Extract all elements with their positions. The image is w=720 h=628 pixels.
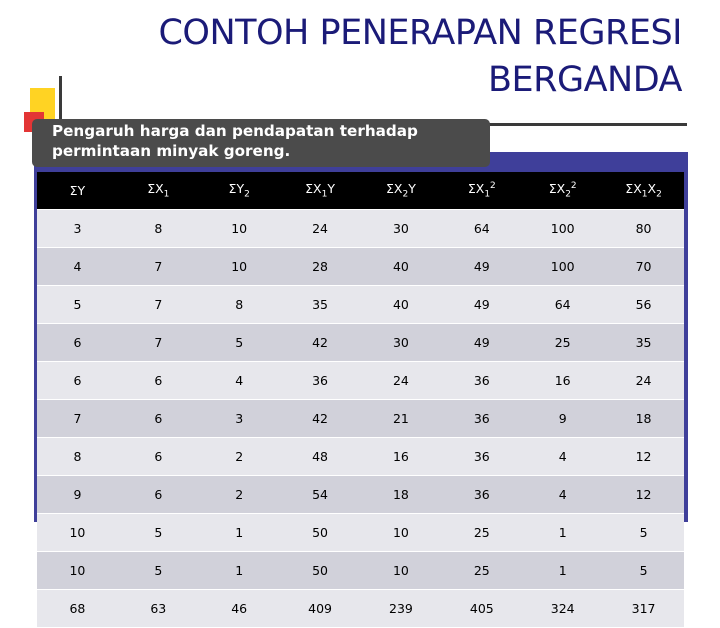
table-cell: 54 — [280, 476, 361, 514]
table-cell: 64 — [522, 286, 603, 324]
table-row — [37, 476, 684, 514]
slide-title-line-2: BERGANDA — [488, 60, 682, 100]
table-cell: 12 — [603, 438, 684, 476]
table-cell: 12 — [603, 476, 684, 514]
table-cell: 40 — [361, 286, 442, 324]
decorative-vertical-line — [59, 76, 62, 124]
table-cell: 8 — [118, 210, 199, 248]
table-cell: 1 — [522, 552, 603, 590]
table-cell: 3 — [199, 400, 280, 438]
table-cell: 4 — [522, 438, 603, 476]
table-cell: 1 — [199, 552, 280, 590]
column-header-subscript-2: 2 — [656, 189, 662, 200]
table-row — [37, 324, 684, 362]
table-cell: 28 — [280, 248, 361, 286]
column-header-superscript: 2 — [490, 181, 496, 192]
table-cell: 35 — [603, 324, 684, 362]
table-body — [37, 210, 684, 628]
table-cell: 9 — [522, 400, 603, 438]
table-cell: 35 — [280, 286, 361, 324]
table-cell: 239 — [361, 590, 442, 628]
column-header-subscript: 1 — [484, 189, 491, 200]
column-header-symbol: ΣX — [467, 181, 485, 197]
table-cell: 50 — [280, 514, 361, 552]
table-cell: 409 — [280, 590, 361, 628]
table-cell: 24 — [361, 362, 442, 400]
column-header — [603, 172, 684, 210]
table-cell: 10 — [361, 552, 442, 590]
table-cell: 36 — [441, 400, 522, 438]
table-cell: 56 — [603, 286, 684, 324]
table-row — [37, 514, 684, 552]
table-cell: 25 — [441, 552, 522, 590]
table-cell: 6 — [118, 438, 199, 476]
table-cell: 10 — [37, 514, 118, 552]
table-cell: 10 — [199, 210, 280, 248]
table-cell: 42 — [280, 324, 361, 362]
table-cell: 100 — [522, 248, 603, 286]
table-cell: 317 — [603, 590, 684, 628]
table-cell: 18 — [361, 476, 442, 514]
table-cell: 100 — [522, 210, 603, 248]
table-cell: 64 — [441, 210, 522, 248]
table-cell: 9 — [37, 476, 118, 514]
table-cell: 25 — [441, 514, 522, 552]
column-header-tail: Y — [408, 181, 416, 197]
table-cell: 7 — [118, 324, 199, 362]
table-cell: 36 — [441, 438, 522, 476]
table-cell: 48 — [280, 438, 361, 476]
table-cell: 42 — [280, 400, 361, 438]
table-cell: 4 — [199, 362, 280, 400]
table-cell: 36 — [441, 362, 522, 400]
column-header-superscript: 2 — [570, 181, 577, 192]
table-cell: 6 — [37, 362, 118, 400]
table-cell: 8 — [199, 286, 280, 324]
table-cell: 2 — [199, 438, 280, 476]
table-cell: 5 — [603, 514, 684, 552]
table-cell: 49 — [441, 248, 522, 286]
table-cell: 6 — [118, 400, 199, 438]
table-cell: 49 — [441, 324, 522, 362]
table-cell: 10 — [361, 514, 442, 552]
column-header — [441, 172, 522, 210]
table-cell: 16 — [522, 362, 603, 400]
table-cell: 4 — [522, 476, 603, 514]
column-header-symbol: ΣY — [228, 181, 245, 197]
table-cell: 70 — [603, 248, 684, 286]
table-cell: 24 — [603, 362, 684, 400]
table-cell: 5 — [118, 514, 199, 552]
table-cell: 63 — [118, 590, 199, 628]
column-header-subscript: 2 — [244, 189, 250, 200]
table-cell: 7 — [118, 286, 199, 324]
table-row — [37, 286, 684, 324]
table-cell: 21 — [361, 400, 442, 438]
table-cell: 36 — [441, 476, 522, 514]
column-header — [118, 172, 199, 210]
table-cell: 405 — [441, 590, 522, 628]
table-cell: 7 — [118, 248, 199, 286]
table-cell: 6 — [37, 324, 118, 362]
table-cell: 80 — [603, 210, 684, 248]
table-cell: 6 — [118, 362, 199, 400]
table-cell: 3 — [37, 210, 118, 248]
column-header — [199, 172, 280, 210]
column-header-symbol: ΣX — [147, 181, 164, 197]
table-cell: 10 — [37, 552, 118, 590]
subtitle-line-2: permintaan minyak goreng. — [52, 142, 291, 160]
column-header-symbol: ΣX — [625, 181, 642, 197]
subtitle-line-1: Pengaruh harga dan pendapatan terhadap — [52, 122, 418, 140]
table-cell: 25 — [522, 324, 603, 362]
table-cell: 68 — [37, 590, 118, 628]
table-cell: 7 — [37, 400, 118, 438]
table-cell: 40 — [361, 248, 442, 286]
table-cell: 4 — [37, 248, 118, 286]
table-cell: 30 — [361, 210, 442, 248]
table-cell: 36 — [280, 362, 361, 400]
regression-data-table — [37, 172, 684, 628]
table-row — [37, 210, 684, 248]
column-header — [522, 172, 603, 210]
table-cell: 10 — [199, 248, 280, 286]
table-cell: 46 — [199, 590, 280, 628]
slide-title — [110, 10, 682, 104]
column-header-subscript: 1 — [641, 189, 648, 200]
column-header-subscript: 1 — [163, 189, 170, 200]
table-cell: 1 — [199, 514, 280, 552]
table-cell: 1 — [522, 514, 603, 552]
table-cell: 6 — [118, 476, 199, 514]
column-header-subscript: 1 — [321, 189, 328, 200]
column-header-symbol: ΣX — [548, 181, 566, 197]
table-cell: 49 — [441, 286, 522, 324]
column-header — [361, 172, 442, 210]
table-cell: 50 — [280, 552, 361, 590]
table-header-row — [37, 172, 684, 210]
slide-title-line-1: CONTOH PENERAPAN REGRESI — [158, 13, 682, 53]
column-header-symbol: ΣX — [305, 181, 322, 197]
table-row — [37, 362, 684, 400]
table-cell: 24 — [280, 210, 361, 248]
column-header-subscript: 2 — [565, 189, 571, 200]
table-row — [37, 400, 684, 438]
column-header — [37, 172, 118, 210]
table-cell: 18 — [603, 400, 684, 438]
column-header — [280, 172, 361, 210]
table-cell: 5 — [37, 286, 118, 324]
table-cell: 30 — [361, 324, 442, 362]
column-header-subscript: 2 — [402, 189, 409, 200]
column-header-symbol: ΣY — [69, 183, 86, 198]
table-row — [37, 248, 684, 286]
table-cell: 16 — [361, 438, 442, 476]
table-cell: 324 — [522, 590, 603, 628]
column-header-tail: Y — [327, 181, 335, 197]
table-row — [37, 438, 684, 476]
table-cell: 5 — [603, 552, 684, 590]
table-cell: 5 — [118, 552, 199, 590]
table-row — [37, 552, 684, 590]
table-cell: 8 — [37, 438, 118, 476]
table-cell: 5 — [199, 324, 280, 362]
subtitle-box — [32, 119, 490, 167]
column-header-symbol: ΣX — [386, 181, 403, 197]
table-row — [37, 590, 684, 628]
column-header-tail: X — [647, 181, 657, 197]
table-cell: 2 — [199, 476, 280, 514]
